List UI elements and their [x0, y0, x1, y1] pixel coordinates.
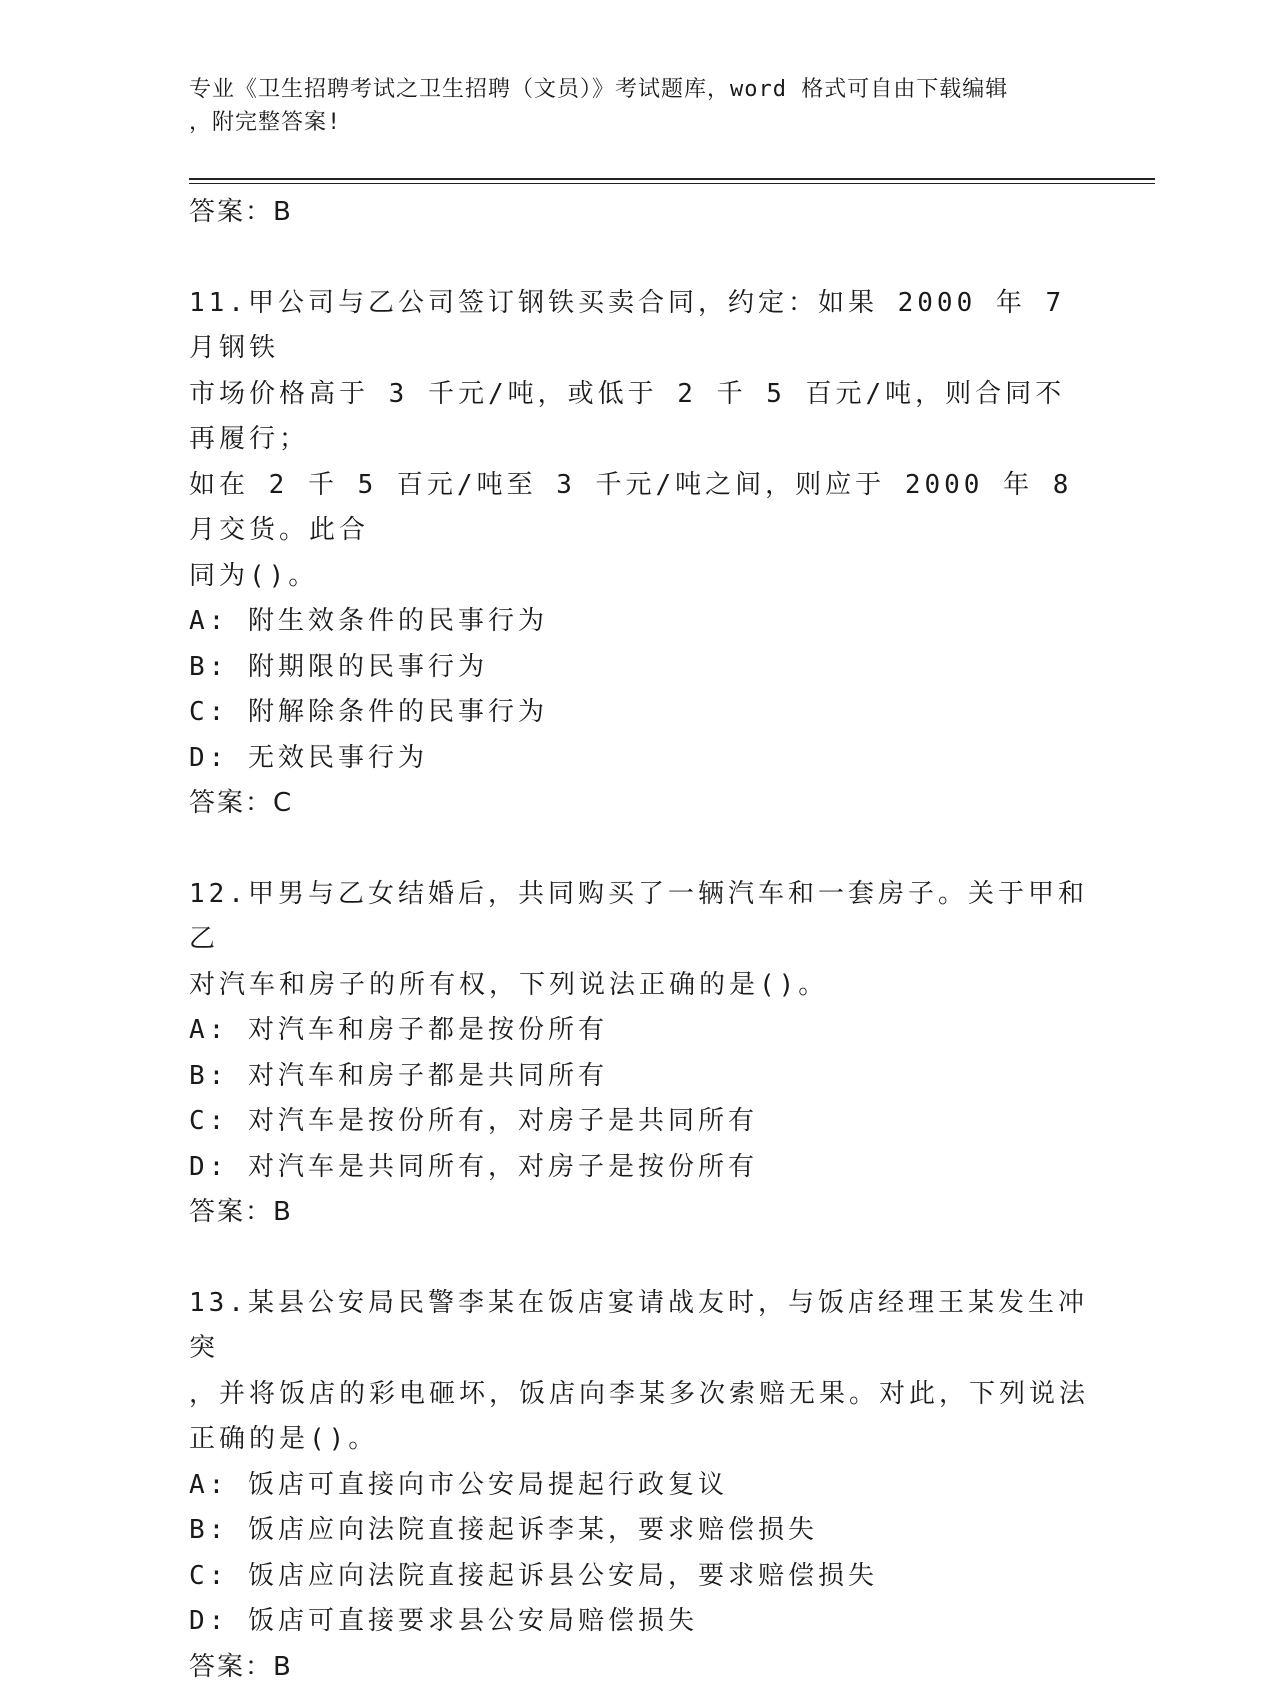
question-text-line: 正确的是()。 [189, 1417, 1089, 1463]
question-text-line: 市场价格高于 3 千元/吨，或低于 2 千 5 百元/吨，则合同不再履行； [189, 372, 1089, 463]
option-d: D: 无效民事行为 [189, 736, 1089, 782]
question-text-line: 11.甲公司与乙公司签订钢铁买卖合同，约定：如果 2000 年 7 月钢铁 [189, 281, 1089, 372]
header-line-2: ，附完整答案! [189, 106, 1069, 139]
option-b: B: 附期限的民事行为 [189, 645, 1089, 691]
question-list [189, 190, 1089, 1690]
option-a: A: 附生效条件的民事行为 [189, 599, 1089, 645]
header-divider-thin [189, 183, 1155, 184]
answer-line: 答案：B [189, 1645, 1089, 1690]
question-text-line: 同为()。 [189, 554, 1089, 600]
header-line-1: 专业《卫生招聘考试之卫生招聘（文员）》考试题库，word 格式可自由下载编辑 [189, 73, 1069, 106]
option-c: C: 附解除条件的民事行为 [189, 690, 1089, 736]
option-c: C: 对汽车是按份所有，对房子是共同所有 [189, 1099, 1089, 1145]
answer-line: 答案：B [189, 190, 1089, 236]
question-text-line: 12.甲男与乙女结婚后，共同购买了一辆汽车和一套房子。关于甲和乙 [189, 872, 1089, 963]
option-d: D: 对汽车是共同所有，对房子是按份所有 [189, 1145, 1089, 1191]
question-text-line: ，并将饭店的彩电砸坏，饭店向李某多次索赔无果。对此，下列说法 [189, 1372, 1089, 1418]
question-11 [189, 281, 1089, 827]
question-13 [189, 1281, 1089, 1690]
question-text-line: 如在 2 千 5 百元/吨至 3 千元/吨之间，则应于 2000 年 8 月交货。此合 [189, 463, 1089, 554]
header-divider-thick [189, 178, 1155, 180]
question-text-line: 13.某县公安局民警李某在饭店宴请战友时，与饭店经理王某发生冲突 [189, 1281, 1089, 1372]
question-12 [189, 872, 1089, 1236]
option-d: D: 饭店可直接要求县公安局赔偿损失 [189, 1599, 1089, 1645]
answer-line: 答案：B [189, 1190, 1089, 1236]
answer-line: 答案：C [189, 781, 1089, 827]
option-b: B: 对汽车和房子都是共同所有 [189, 1054, 1089, 1100]
option-b: B: 饭店应向法院直接起诉李某，要求赔偿损失 [189, 1508, 1089, 1554]
page-header [189, 73, 1069, 139]
option-a: A: 饭店可直接向市公安局提起行政复议 [189, 1463, 1089, 1509]
question-text-line: 对汽车和房子的所有权，下列说法正确的是()。 [189, 963, 1089, 1009]
option-c: C: 饭店应向法院直接起诉县公安局，要求赔偿损失 [189, 1554, 1089, 1600]
option-a: A: 对汽车和房子都是按份所有 [189, 1008, 1089, 1054]
